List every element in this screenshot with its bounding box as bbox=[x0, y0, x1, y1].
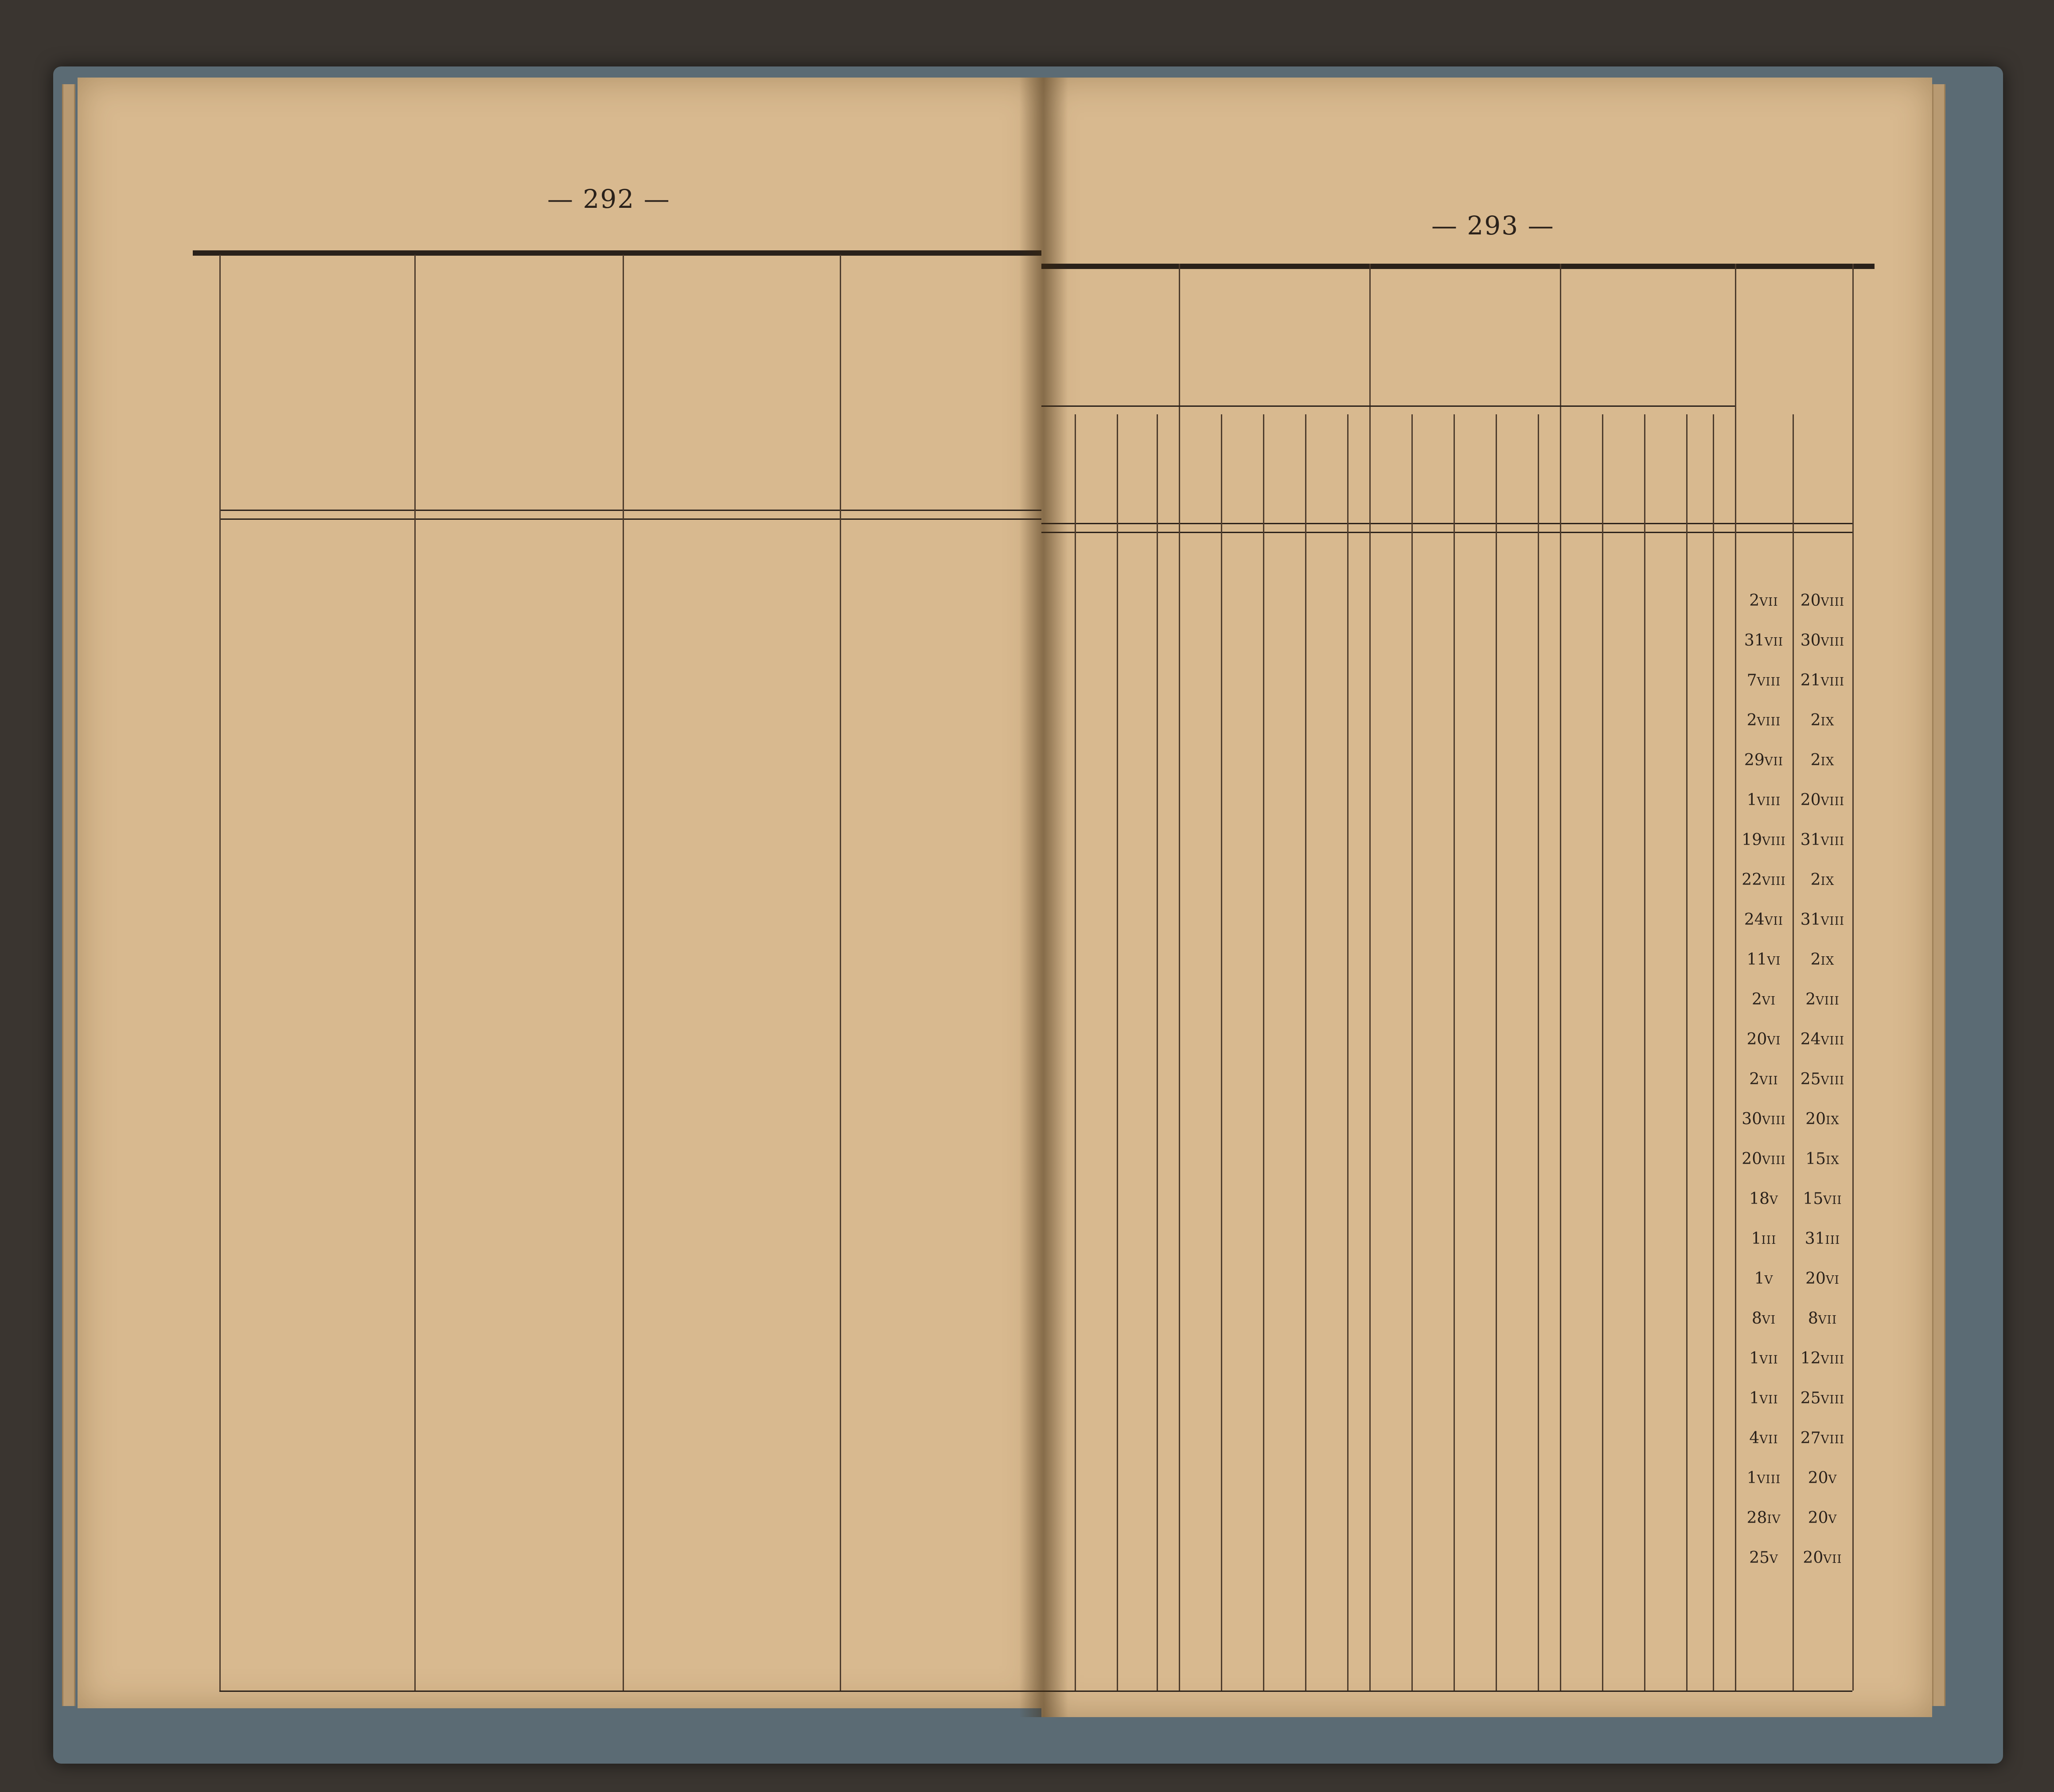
end-day: 8 bbox=[1808, 1309, 1818, 1328]
end-month: VIII bbox=[1820, 1393, 1845, 1406]
start-date bbox=[1735, 631, 1793, 650]
start-month: III bbox=[1761, 1234, 1777, 1247]
header-rule-right-2 bbox=[1041, 532, 1852, 533]
start-day: 4 bbox=[1749, 1429, 1760, 1447]
start-date bbox=[1735, 751, 1793, 769]
header-rule-left bbox=[219, 510, 1041, 511]
start-day: 22 bbox=[1742, 871, 1762, 889]
end-date bbox=[1793, 1030, 1852, 1048]
start-date bbox=[1735, 1270, 1793, 1288]
group-rule bbox=[1041, 405, 1735, 407]
start-month: VIII bbox=[1762, 875, 1786, 888]
start-date bbox=[1735, 1509, 1793, 1527]
start-day: 24 bbox=[1744, 911, 1765, 929]
start-month: VII bbox=[1759, 1074, 1778, 1087]
start-day: 20 bbox=[1742, 1150, 1762, 1168]
column-rule bbox=[1263, 414, 1264, 1691]
end-month: VIII bbox=[1820, 915, 1845, 928]
start-date bbox=[1735, 951, 1793, 969]
end-date bbox=[1793, 1150, 1852, 1168]
start-month: V bbox=[1764, 1274, 1773, 1287]
start-month: VIII bbox=[1757, 715, 1781, 728]
book-spine bbox=[1019, 78, 1068, 1717]
end-day: 2 bbox=[1810, 711, 1821, 729]
column-rule bbox=[1454, 414, 1455, 1691]
end-day: 2 bbox=[1810, 951, 1821, 969]
end-date bbox=[1793, 1549, 1852, 1567]
start-date bbox=[1735, 592, 1793, 610]
start-day: 2 bbox=[1746, 711, 1757, 729]
start-month: VII bbox=[1759, 1433, 1778, 1446]
end-date bbox=[1793, 951, 1852, 969]
start-day: 20 bbox=[1746, 1030, 1767, 1048]
end-month: VIII bbox=[1820, 675, 1845, 689]
end-date bbox=[1793, 1429, 1852, 1447]
end-day: 20 bbox=[1805, 1110, 1826, 1128]
start-day: 18 bbox=[1749, 1190, 1770, 1208]
end-date bbox=[1793, 1469, 1852, 1487]
end-day: 15 bbox=[1805, 1150, 1826, 1168]
start-month: VII bbox=[1759, 1393, 1778, 1406]
start-day: 1 bbox=[1746, 1469, 1757, 1487]
end-month: IX bbox=[1820, 954, 1835, 968]
end-day: 25 bbox=[1800, 1389, 1821, 1407]
start-date bbox=[1735, 1030, 1793, 1048]
start-day: 2 bbox=[1749, 1070, 1760, 1088]
column-rule bbox=[1686, 414, 1688, 1691]
start-day: 19 bbox=[1742, 831, 1762, 849]
end-day: 31 bbox=[1800, 831, 1821, 849]
start-month: V bbox=[1769, 1194, 1778, 1207]
page-number-left: — 292 — bbox=[547, 184, 670, 214]
start-day: 2 bbox=[1752, 990, 1762, 1009]
start-month: VI bbox=[1767, 954, 1781, 968]
end-day: 2 bbox=[1810, 871, 1821, 889]
start-month: VII bbox=[1764, 635, 1784, 649]
column-rule bbox=[1347, 414, 1349, 1691]
end-date bbox=[1793, 1389, 1852, 1407]
end-month: VII bbox=[1823, 1553, 1842, 1566]
top-rule-left bbox=[193, 250, 1041, 256]
start-date bbox=[1735, 1469, 1793, 1487]
end-month: VI bbox=[1825, 1274, 1840, 1287]
start-date bbox=[1735, 1110, 1793, 1128]
start-day: 28 bbox=[1746, 1509, 1767, 1527]
end-month: IX bbox=[1826, 1154, 1840, 1167]
right-border bbox=[1852, 264, 1854, 1691]
end-day: 30 bbox=[1800, 631, 1821, 650]
column-rule bbox=[1157, 414, 1158, 1691]
end-date bbox=[1793, 911, 1852, 929]
end-day: 24 bbox=[1800, 1030, 1821, 1048]
column-rule bbox=[1538, 414, 1539, 1691]
end-date bbox=[1793, 1509, 1852, 1527]
bottom-rule-left bbox=[219, 1691, 1041, 1692]
end-date bbox=[1793, 831, 1852, 849]
end-day: 12 bbox=[1800, 1349, 1821, 1367]
start-day: 31 bbox=[1744, 631, 1765, 650]
end-day: 31 bbox=[1805, 1230, 1825, 1248]
header-rule-left-2 bbox=[219, 518, 1041, 520]
end-day: 20 bbox=[1808, 1469, 1828, 1487]
end-day: 25 bbox=[1800, 1070, 1821, 1088]
start-day: 8 bbox=[1752, 1309, 1762, 1328]
top-rule-right bbox=[1041, 264, 1875, 269]
end-day: 21 bbox=[1800, 671, 1821, 690]
start-day: 1 bbox=[1749, 1389, 1760, 1407]
start-month: VIII bbox=[1757, 675, 1781, 689]
end-date bbox=[1793, 711, 1852, 729]
start-date bbox=[1735, 671, 1793, 690]
end-date bbox=[1793, 1190, 1852, 1208]
start-date bbox=[1735, 911, 1793, 929]
start-day: 11 bbox=[1746, 951, 1767, 969]
start-month: VII bbox=[1759, 1353, 1778, 1367]
end-month: VIII bbox=[1820, 835, 1845, 848]
start-day: 1 bbox=[1746, 791, 1757, 809]
start-date bbox=[1735, 711, 1793, 729]
end-month: IX bbox=[1820, 715, 1835, 728]
end-date bbox=[1793, 592, 1852, 610]
start-day: 7 bbox=[1746, 671, 1757, 690]
start-day: 2 bbox=[1749, 592, 1760, 610]
start-date bbox=[1735, 1070, 1793, 1088]
end-day: 20 bbox=[1803, 1549, 1824, 1567]
end-date bbox=[1793, 791, 1852, 809]
end-date bbox=[1793, 1349, 1852, 1367]
header-rule-right bbox=[1041, 523, 1852, 524]
start-date bbox=[1735, 791, 1793, 809]
end-month: VIII bbox=[1820, 635, 1845, 649]
column-rule bbox=[1305, 414, 1306, 1691]
end-month: VIII bbox=[1820, 1433, 1845, 1446]
column-rule-district bbox=[623, 255, 624, 1691]
column-rule-volost bbox=[840, 255, 841, 1691]
column-rule bbox=[1411, 414, 1413, 1691]
start-month: VII bbox=[1764, 755, 1784, 768]
start-day: 30 bbox=[1742, 1110, 1762, 1128]
start-date bbox=[1735, 871, 1793, 889]
end-month: IX bbox=[1820, 755, 1835, 768]
end-date bbox=[1793, 990, 1852, 1009]
end-date bbox=[1793, 751, 1852, 769]
page-number-right: — 293 — bbox=[1431, 210, 1555, 241]
start-month: VIII bbox=[1762, 1154, 1786, 1167]
left-border bbox=[219, 255, 221, 1691]
column-rule bbox=[1369, 264, 1371, 1691]
end-month: VIII bbox=[1820, 795, 1845, 808]
end-day: 27 bbox=[1800, 1429, 1821, 1447]
end-day: 2 bbox=[1805, 990, 1816, 1009]
start-date bbox=[1735, 990, 1793, 1009]
end-date bbox=[1793, 1070, 1852, 1088]
end-date bbox=[1793, 871, 1852, 889]
start-month: VI bbox=[1762, 994, 1776, 1008]
start-month: VII bbox=[1759, 596, 1778, 609]
column-rule-disease bbox=[414, 255, 416, 1691]
start-date bbox=[1735, 831, 1793, 849]
end-month: VIII bbox=[1820, 596, 1845, 609]
start-day: 1 bbox=[1749, 1349, 1760, 1367]
start-date bbox=[1735, 1389, 1793, 1407]
end-date bbox=[1793, 631, 1852, 650]
start-date bbox=[1735, 1549, 1793, 1567]
left-page-edges bbox=[62, 84, 75, 1706]
start-date bbox=[1735, 1349, 1793, 1367]
column-rule bbox=[1179, 264, 1180, 1691]
bottom-rule-right bbox=[1041, 1691, 1852, 1692]
end-month: V bbox=[1828, 1473, 1837, 1486]
column-rule bbox=[1075, 414, 1076, 1691]
start-month: V bbox=[1769, 1553, 1778, 1566]
column-rule bbox=[1644, 414, 1645, 1691]
end-date bbox=[1793, 1270, 1852, 1288]
end-date bbox=[1793, 671, 1852, 690]
end-month: VIII bbox=[1816, 994, 1840, 1008]
start-date bbox=[1735, 1190, 1793, 1208]
start-month: VII bbox=[1764, 915, 1784, 928]
right-page bbox=[1041, 78, 1932, 1717]
start-month: VIII bbox=[1762, 1114, 1786, 1127]
end-month: III bbox=[1825, 1234, 1840, 1247]
start-month: IV bbox=[1767, 1513, 1781, 1526]
column-rule bbox=[1602, 414, 1603, 1691]
end-month: VII bbox=[1818, 1313, 1837, 1327]
end-day: 15 bbox=[1803, 1190, 1824, 1208]
start-day: 29 bbox=[1744, 751, 1765, 769]
start-month: VI bbox=[1762, 1313, 1776, 1327]
start-date bbox=[1735, 1230, 1793, 1248]
start-month: VIII bbox=[1757, 1473, 1781, 1486]
end-day: 20 bbox=[1800, 592, 1821, 610]
end-date bbox=[1793, 1309, 1852, 1328]
end-date bbox=[1793, 1230, 1852, 1248]
end-month: VIII bbox=[1820, 1074, 1845, 1087]
start-date bbox=[1735, 1429, 1793, 1447]
end-month: IX bbox=[1826, 1114, 1840, 1127]
end-month: VIII bbox=[1820, 1353, 1845, 1367]
column-rule bbox=[1713, 414, 1714, 1691]
end-day: 2 bbox=[1810, 751, 1821, 769]
column-rule bbox=[1560, 264, 1561, 1691]
end-date bbox=[1793, 1110, 1852, 1128]
end-month: VII bbox=[1823, 1194, 1842, 1207]
end-day: 20 bbox=[1808, 1509, 1828, 1527]
start-day: 25 bbox=[1749, 1549, 1770, 1567]
end-month: VIII bbox=[1820, 1034, 1845, 1048]
end-month: IX bbox=[1820, 875, 1835, 888]
end-day: 20 bbox=[1805, 1270, 1826, 1288]
start-month: VIII bbox=[1762, 835, 1786, 848]
left-page bbox=[78, 78, 1041, 1708]
start-month: VIII bbox=[1757, 795, 1781, 808]
column-rule bbox=[1221, 414, 1222, 1691]
end-day: 31 bbox=[1800, 911, 1821, 929]
end-month: V bbox=[1828, 1513, 1837, 1526]
column-rule bbox=[1496, 414, 1497, 1691]
start-date bbox=[1735, 1309, 1793, 1328]
end-day: 20 bbox=[1800, 791, 1821, 809]
column-rule bbox=[1117, 414, 1118, 1691]
right-page-edges bbox=[1932, 84, 1945, 1706]
start-date bbox=[1735, 1150, 1793, 1168]
start-day: 1 bbox=[1751, 1230, 1762, 1248]
start-day: 1 bbox=[1754, 1270, 1765, 1288]
start-month: VI bbox=[1767, 1034, 1781, 1048]
